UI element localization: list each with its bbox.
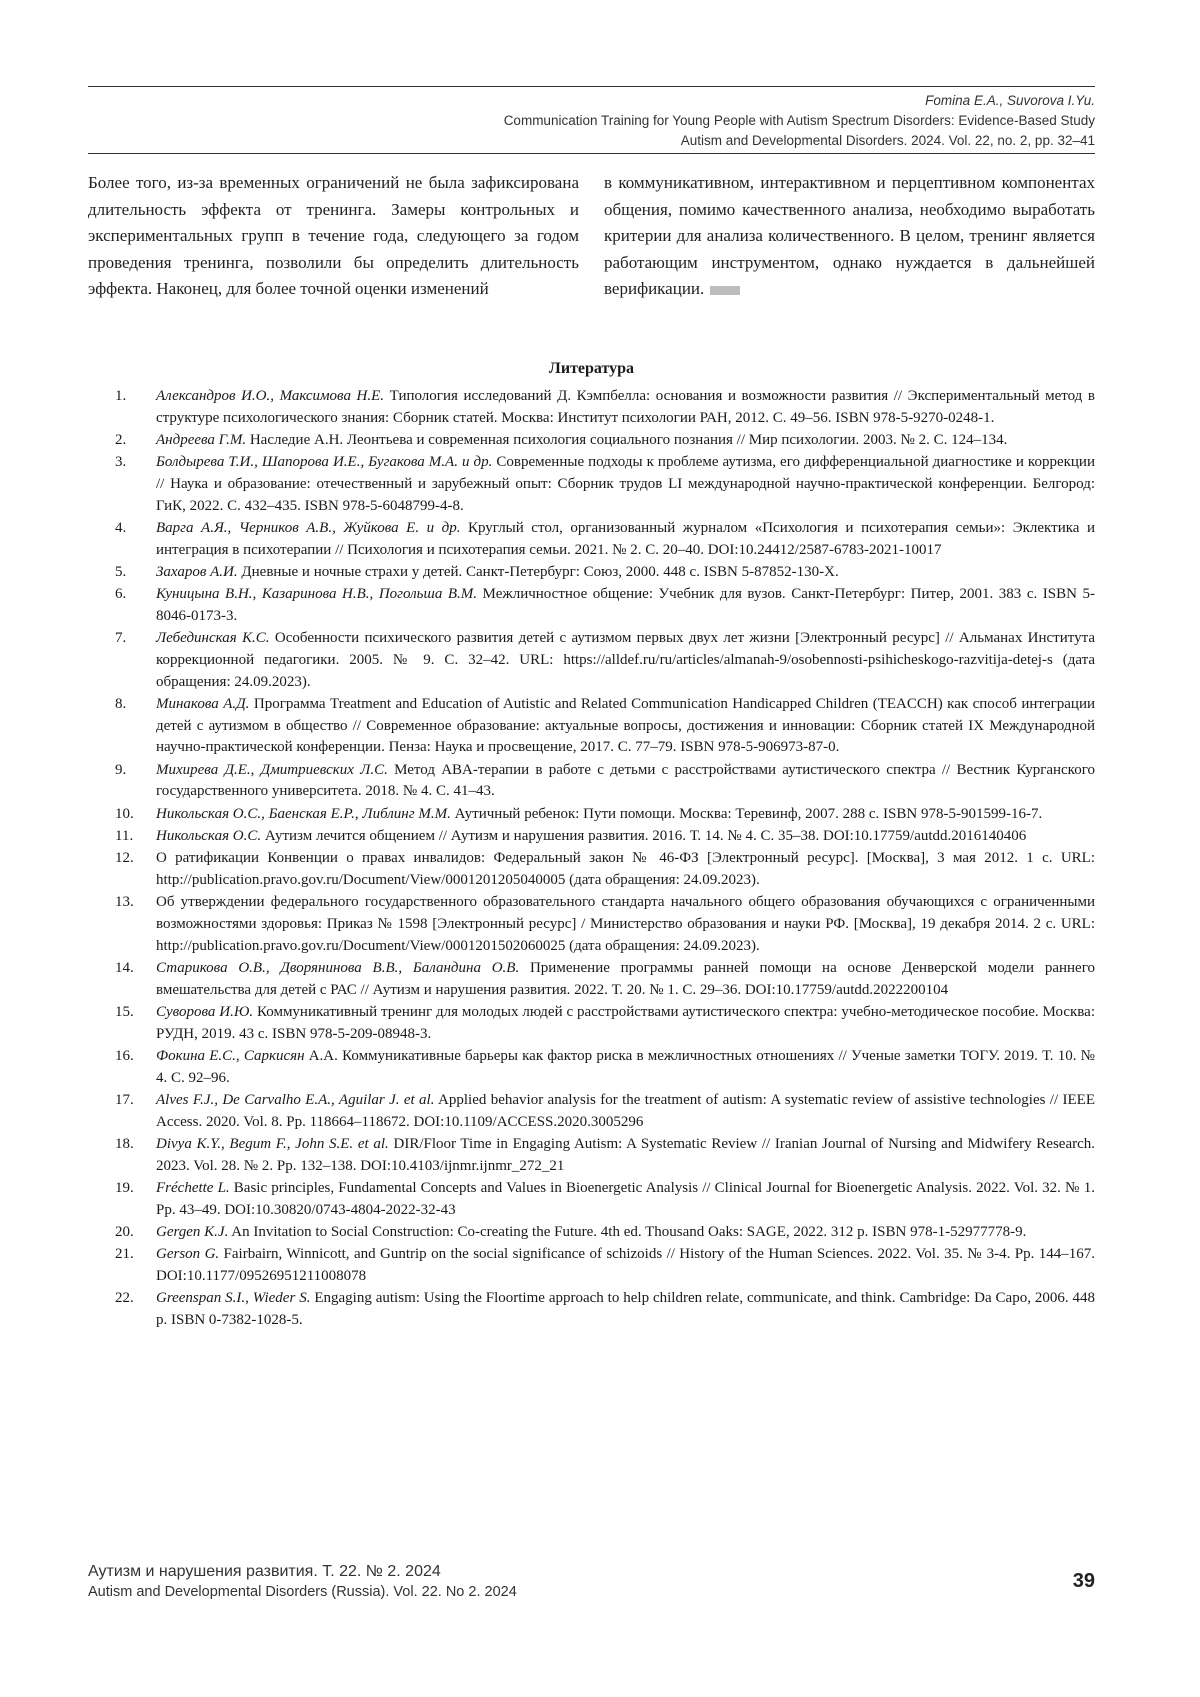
reference-item: [88, 1002, 1095, 1046]
reference-text: [156, 562, 1095, 584]
reference-authors: Gerson G.: [156, 1245, 220, 1262]
reference-number: 9.: [115, 761, 127, 778]
reference-item: [88, 1288, 1095, 1332]
reference-authors: Greenspan S.I., Wieder S.: [156, 1289, 311, 1306]
reference-authors: Захаров А.И.: [156, 563, 238, 580]
end-of-article-mark: [710, 286, 740, 295]
reference-number: 5.: [115, 563, 127, 580]
reference-item: [88, 430, 1095, 452]
reference-item: [88, 562, 1095, 584]
reference-text: [156, 1244, 1095, 1288]
footer-journal-en: Autism and Developmental Disorders (Russia). Vol. 22. No 2. 2024: [88, 1584, 517, 1600]
reference-number: 22.: [115, 1289, 134, 1306]
reference-authors: Никольская О.С., Баенская Е.Р., Либлинг М.М.: [156, 805, 451, 822]
reference-authors: Лебединская К.С.: [156, 630, 270, 647]
reference-authors: Минакова А.Д.: [156, 695, 250, 712]
reference-number: 11.: [115, 827, 134, 844]
reference-text: [156, 892, 1095, 957]
reference-number: 3.: [115, 454, 127, 471]
reference-text: [156, 1090, 1095, 1134]
reference-item: [88, 760, 1095, 804]
reference-authors: Куницына В.Н., Казаринова Н.В., Погольша В.М.: [156, 586, 478, 603]
reference-authors: Михирева Д.Е., Дмитриевских Л.С.: [156, 761, 388, 778]
reference-details: О ратификации Конвенции о правах инвалидов: Федеральный закон № 46-ФЗ [Электронный ресурс]. [Москва], 3 мая 2012. 1 с. URL: http://publication.pravo.gov.ru/Document/View/0001201205040005 (дата обращения: 24.09.2023).: [156, 850, 1095, 888]
reference-details: Коммуникативный тренинг для молодых людей с расстройствами аутистического спектра: учебно-методическое пособие. Москва: РУДН, 2019. 43 с. ISBN 978-5-209-08948-3.: [156, 1003, 1096, 1042]
reference-authors: Divya K.Y., Begum F., John S.E. et al.: [156, 1135, 389, 1152]
reference-text: [156, 452, 1095, 517]
reference-text: [156, 848, 1095, 892]
header-rule: [88, 153, 1095, 154]
reference-item: [88, 584, 1095, 628]
reference-details: Круглый стол, организованный журналом «Психология и психотерапия семьи»: Эклектика и интеграция в психотерапии // Психология и психотерапия семьи. 2021. № 2. С. 20–40. DOI:10.24412/2587-6783-2021-10017: [156, 519, 1095, 558]
reference-details: Дневные и ночные страхи у детей. Санкт-Петербург: Союз, 2000. 448 с. ISBN 5-87852-130-Х.: [237, 563, 839, 580]
reference-authors: Александров И.О., Максимова Н.Е.: [156, 388, 385, 404]
header-authors: Fomina E.A., Suvorova I.Yu.: [925, 93, 1095, 108]
reference-number: 1.: [115, 388, 127, 404]
reference-details: Об утверждении федерального государственного образовательного стандарта начального общего образования обучающихся с ограниченными возможностями здоровья: Приказ № 1598 [Электронный ресурс] / Министерство образования и науки РФ. [Москва], 19 декабря 2014. 2 с. URL: http://publication.pravo.gov.ru/Document/View/0001201502060025 (дата обращения: 24.09.2023).: [156, 894, 1095, 954]
reference-details: А.А. Коммуникативные барьеры как фактор риска в межличностных отношениях // Ученые заметки ТОГУ. 2019. Т. 10. № 4. С. 92–96.: [156, 1047, 1095, 1086]
reference-text: [156, 430, 1095, 452]
body-right-text: в коммуникативном, интерактивном и перцептивном компонентах общения, помимо качественного анализа, необходимо выработать критерии для анализа количественного. В целом, тренинг является работающим инструментом, однако нуждается в дальнейшей верификации.: [604, 173, 1095, 298]
reference-item: [88, 804, 1095, 826]
reference-number: 8.: [115, 695, 127, 712]
references-list: [88, 386, 1095, 1332]
reference-item: [88, 1090, 1095, 1134]
reference-text: [156, 804, 1095, 826]
body-right-column: [604, 170, 1095, 303]
reference-item: [88, 1046, 1095, 1090]
reference-number: 16.: [115, 1047, 134, 1064]
reference-details: Engaging autism: Using the Floortime approach to help children relate, communicate, and think. Cambridge: Da Capo, 2006. 448 p. ISBN 0-7382-1028-5.: [156, 1289, 1096, 1328]
reference-number: 13.: [115, 894, 134, 911]
reference-number: 20.: [115, 1223, 134, 1240]
reference-item: [88, 892, 1095, 957]
reference-details: Basic principles, Fundamental Concepts and Values in Bioenergetic Analysis // Clinical Journal for Bioenergetic Analysis. 2022. Vol. 32. № 1. Pp. 43–49. DOI:10.30820/0743-4804-2022-32-43: [156, 1179, 1096, 1218]
reference-item: [88, 386, 1095, 430]
reference-details: Применение программы ранней помощи на основе Денверской модели раннего вмешательства для детей с РАС // Аутизм и нарушения развития. 2022. Т. 20. № 1. С. 29–36. DOI:10.17759/autdd.2022200104: [156, 959, 1095, 998]
reference-text: [156, 628, 1095, 693]
reference-item: [88, 452, 1095, 517]
reference-details: Межличностное общение: Учебник для вузов. Санкт-Петербург: Питер, 2001. 383 с. ISBN 5-8046-0173-3.: [156, 586, 1095, 624]
body-left-column: Более того, из-за временных ограничений не была зафиксирована длительность эффекта от тренинга. Замеры контрольных и экспериментальных групп в течение года, следующего за годом проведения тренинга, позволили бы определить длительность эффекта. Наконец, для более точной оценки изменений: [88, 173, 579, 298]
reference-number: 15.: [115, 1003, 134, 1020]
reference-details: Программа Treatment and Education of Autistic and Related Communication Handicapped Children (TEACCH) как способ интеграции детей с аутизмом в общество // Современное образование: актуальные вопросы, достижения и инновации: Сборник статей IX Международной научно-практической конференции. Пенза: Наука и просвещение, 2017. С. 77–79. ISBN 978-5-906973-87-0.: [156, 695, 1096, 756]
reference-text: [156, 1134, 1095, 1178]
reference-details: Современные подходы к проблеме аутизма, его дифференциальной диагностике и коррекции // Наука и образование: отечественный и зарубежный опыт: Сборник трудов LI международной научно-практической конференции. Белгород: ГиК, 2022. С. 432–435. ISBN 978-5-6048799-4-8.: [156, 454, 1095, 514]
reference-text: [156, 958, 1095, 1002]
reference-item: [88, 1244, 1095, 1288]
reference-text: [156, 694, 1095, 759]
reference-authors: Fréchette L.: [156, 1179, 230, 1196]
reference-authors: Болдырева Т.И., Шапорова И.Е., Бугакова М.А. и др.: [156, 454, 493, 471]
reference-number: 18.: [115, 1135, 134, 1152]
reference-text: [156, 1288, 1095, 1332]
page-footer: [88, 1562, 1095, 1602]
reference-details: Аутизм лечится общением // Аутизм и нарушения развития. 2016. Т. 14. № 4. С. 35–38. DOI:10.17759/autdd.2016140406: [261, 827, 1027, 844]
reference-item: [88, 694, 1095, 759]
reference-number: 19.: [115, 1179, 134, 1196]
reference-number: 7.: [115, 630, 127, 647]
reference-number: 2.: [115, 431, 127, 448]
reference-item: [88, 1222, 1095, 1244]
references-title: Литература: [548, 360, 635, 377]
reference-details: DIR/Floor Time in Engaging Autism: A Systematic Review // Iranian Journal of Nursing and Midwifery Research. 2023. Vol. 28. № 2. Pp. 132–138. DOI:10.4103/ijnmr.ijnmr_272_21: [156, 1135, 1096, 1174]
reference-item: [88, 628, 1095, 693]
reference-authors: Варга А.Я., Черников А.В., Жуйкова Е. и др.: [156, 519, 461, 536]
reference-text: [156, 826, 1095, 848]
reference-authors: Андреева Г.М.: [156, 431, 247, 448]
reference-details: Типология исследований Д. Кэмпбелла: основания и возможности развития // Экспериментальный метод в структуре психологического знания: Сборник статей. Москва: Институт психологии РАН, 2012. С. 49–56. ISBN 978-5-9270-0248-1.: [156, 388, 1095, 426]
page-number: 39: [1072, 1570, 1095, 1592]
reference-number: 21.: [115, 1245, 134, 1262]
running-header: [88, 86, 1095, 154]
reference-text: [156, 386, 1095, 430]
reference-text: [156, 1222, 1095, 1244]
reference-number: 4.: [115, 519, 127, 536]
reference-text: [156, 518, 1095, 562]
reference-text: [156, 1178, 1095, 1222]
footer-journal-ru: Аутизм и нарушения развития. Т. 22. № 2. 2024: [88, 1563, 441, 1580]
reference-text: [156, 1002, 1095, 1046]
reference-details: Fairbairn, Winnicott, and Guntrip on the social significance of schizoids // History of the Human Sciences. 2022. Vol. 35. № 3-4. Pp. 144–167. DOI:10.1177/09526951211008078: [156, 1245, 1095, 1284]
reference-number: 17.: [115, 1091, 134, 1108]
reference-item: [88, 1134, 1095, 1178]
reference-item: [88, 826, 1095, 848]
reference-authors: Gergen K.J.: [156, 1223, 229, 1240]
reference-details: Наследие А.Н. Леонтьева и современная психология социального познания // Мир психологии. 2003. № 2. С. 124–134.: [246, 431, 1008, 448]
header-article-title: Communication Training for Young People with Autism Spectrum Disorders: Evidence-Based Study: [503, 113, 1095, 128]
reference-number: 12.: [115, 850, 134, 867]
body-columns: [88, 170, 1095, 303]
reference-item: [88, 1178, 1095, 1222]
reference-number: 14.: [115, 959, 134, 976]
reference-details: Особенности психического развития детей с аутизмом первых двух лет жизни [Электронный ресурс] // Альманах Института коррекционной педагогики. 2005. № 9. С. 32–42. URL: https://alldef.ru/ru/articles/almanah-9/osobennosti-psihicheskogo-razvitija-detej-s (дата обращения: 24.09.2023).: [156, 630, 1096, 690]
header-journal: Autism and Developmental Disorders. 2024. Vol. 22, no. 2, pp. 32–41: [680, 133, 1095, 148]
reference-authors: Alves F.J., De Carvalho E.A., Aguilar J. et al.: [156, 1091, 435, 1108]
reference-details: Метод ABA-терапии в работе с детьми с расстройствами аутистического спектра // Вестник Курганского государственного университета. 2018. № 4. С. 41–43.: [156, 761, 1095, 800]
reference-authors: Никольская О.С.: [156, 827, 262, 844]
reference-item: [88, 848, 1095, 892]
reference-item: [88, 958, 1095, 1002]
reference-authors: Старикова О.В., Дворянинова В.В., Баландина О.В.: [156, 959, 520, 976]
reference-item: [88, 518, 1095, 562]
reference-text: [156, 760, 1095, 804]
reference-details: Аутичный ребенок: Пути помощи. Москва: Теревинф, 2007. 288 с. ISBN 978-5-901599-16-7.: [450, 805, 1043, 822]
reference-details: An Invitation to Social Construction: Co-creating the Future. 4th ed. Thousand Oaks: SAGE, 2022. 312 p. ISBN 978-1-52977778-9.: [228, 1223, 1027, 1240]
reference-details: Applied behavior analysis for the treatment of autism: A systematic review of assistive technologies // IEEE Access. 2020. Vol. 8. Pp. 118664–118672. DOI:10.1109/ACCESS.2020.3005296: [156, 1091, 1095, 1130]
reference-text: [156, 584, 1095, 628]
reference-number: 10.: [115, 805, 134, 822]
reference-authors: Суворова И.Ю.: [156, 1003, 254, 1020]
reference-text: [156, 1046, 1095, 1090]
reference-number: 6.: [115, 586, 127, 603]
reference-authors: Фокина Е.С., Саркисян: [156, 1047, 305, 1064]
